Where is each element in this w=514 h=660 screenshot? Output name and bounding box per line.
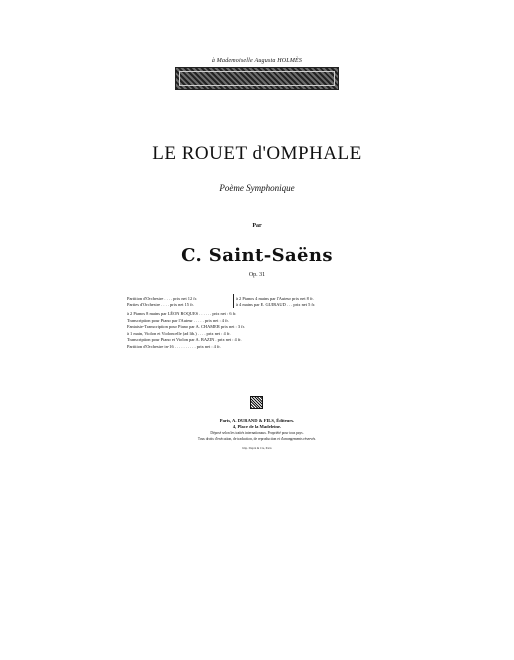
opus-number: Op. 31 [248,272,266,278]
publisher-emblem-icon [250,396,263,409]
edition-line: Fantaisie-Transcription pour Piano par A. CHAMER prix net : 3 fr. [127,324,245,330]
edition-line: à 2 Pianos 8 mains par LÉON ROQUES . . . . . . prix net : 6 fr. [127,311,237,316]
dedication: à Mademoiselle Augusta HOLMÈS [211,58,303,64]
edition-line: à 2 Pianos 4 mains par l'Auteur prix net 8 fr. [236,296,314,301]
rights-notice: Tous droits d'exécution, de traduction, de reproduction et d'arrangements réservés. [197,437,317,441]
edition-line: Transcription pour Piano et Violon par A. BAZIN . prix net : 4 fr. [127,337,242,343]
publisher-address: 4, Place de la Madeleine. [232,424,282,429]
edition-line: Partition d'Orchestre in-16 . . . . . . . . . . prix net : 4 fr. [127,343,221,349]
editions-list [127,311,245,351]
editions-left-column [127,296,197,309]
column-divider [233,294,234,308]
edition-line: à 1 main, Violon et Violoncelle (ad lib.) . . . . prix net : 4 fr. [127,330,231,336]
editions-right-column [236,296,315,309]
printer-imprint: Imp. Dupré & Cie, Paris [242,446,272,450]
ornamental-banner-icon [175,67,339,90]
work-title: LE ROUET d'OMPHALE [152,143,362,164]
rights-notice: Déposé selon les traités internationaux. Propriété pour tous pays. [210,431,304,435]
edition-line: Partition d'Orchestre . . . . prix net 12 fr. [127,296,198,301]
edition-line: Parties d'Orchestre . . . . prix net 15 fr. [127,302,194,308]
work-subtitle: Poème Symphonique [219,183,295,193]
composer-name: C. Saint-Saëns [181,245,333,266]
edition-line: Transcription pour Piano par l'Auteur . . . . . prix net : 4 fr. [127,317,229,323]
publisher-name: Paris, A. DURAND & FILS, Éditeurs. [219,418,295,423]
by-label: Par [252,223,262,229]
edition-line: à 4 mains par E. GUIRAUD . . . prix net 5 fr. [236,302,316,308]
